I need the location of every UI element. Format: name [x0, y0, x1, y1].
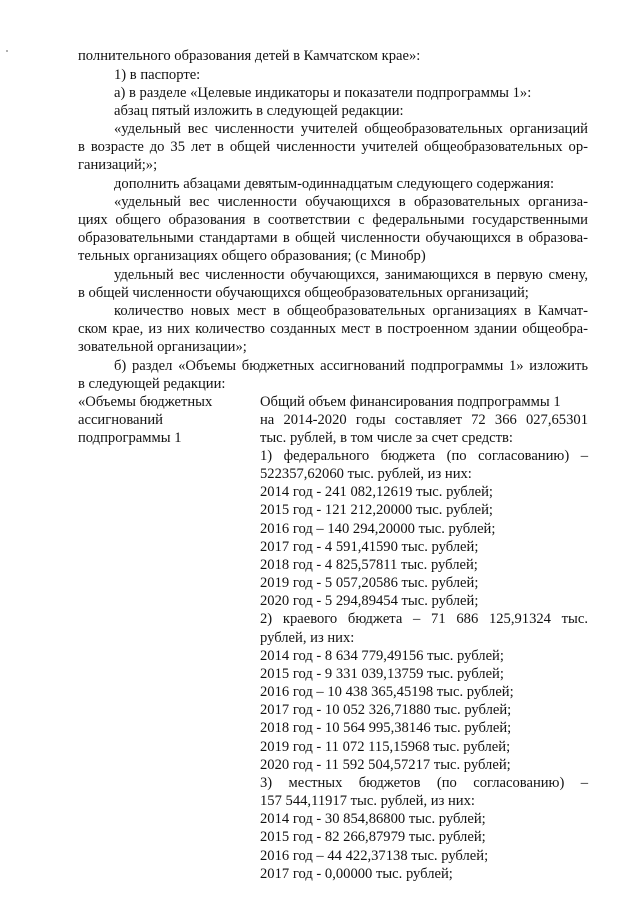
text-line: а) в разделе «Целевые индикаторы и показатели подпрограммы 1»: [114, 85, 532, 101]
table-value-line: 2019 год - 11 072 115,15968 тыс. рублей; [260, 739, 511, 755]
table-value-line: 2019 год - 5 057,20586 тыс. рублей; [260, 575, 479, 591]
text-line: образовательными стандартами в общей численности обучающихся в образова- [78, 230, 588, 246]
table-value-line: 2018 год - 4 825,57811 тыс. рублей; [260, 557, 478, 573]
text-line: циях общего образования в соответствии с федеральными государственными [78, 212, 588, 228]
text-line: полнительного образования детей в Камчатском крае»: [78, 48, 421, 64]
table-value-line: 2016 год – 140 294,20000 тыс. рублей; [260, 521, 496, 537]
text-line: «удельный вес численности обучающихся в образовательных организа- [114, 194, 588, 210]
table-value-line: 522357,62060 тыс. рублей, из них: [260, 466, 472, 482]
text-line: удельный вес численности обучающихся, занимающихся в первую смену, [114, 267, 588, 283]
table-value-line: тыс. рублей, в том числе за счет средств: [260, 430, 513, 446]
table-value-line: 2016 год – 44 422,37138 тыс. рублей; [260, 848, 489, 864]
table-value-line: 2014 год - 8 634 779,49156 тыс. рублей; [260, 648, 504, 664]
table-value-line: Общий объем финансирования подпрограммы 1 [260, 394, 561, 410]
text-line: б) раздел «Объемы бюджетных ассигнований подпрограммы 1» изложить [114, 358, 588, 374]
table-value-line: на 2014-2020 годы составляет 72 366 027,65301 [260, 412, 588, 428]
text-line: дополнить абзацами девятым-одиннадцатым следующего содержания: [114, 176, 554, 192]
table-value-line: 2016 год – 10 438 365,45198 тыс. рублей; [260, 684, 514, 700]
table-value-line: 2015 год - 9 331 039,13759 тыс. рублей; [260, 666, 504, 682]
text-line: 1) в паспорте: [114, 67, 201, 83]
table-value-line: 2014 год - 30 854,86800 тыс. рублей; [260, 811, 486, 827]
table-value-line: 2020 год - 11 592 504,57217 тыс. рублей; [260, 757, 511, 773]
table-value-line: 2020 год - 5 294,89454 тыс. рублей; [260, 593, 479, 609]
table-label-line: подпрограммы 1 [78, 430, 182, 446]
table-value-line: 1) федерального бюджета (по согласованию) – [260, 448, 588, 464]
text-line: абзац пятый изложить в следующей редакции: [114, 103, 404, 119]
table-value-line: 2017 год - 4 591,41590 тыс. рублей; [260, 539, 479, 555]
table-value-line: 2018 год - 10 564 995,38146 тыс. рублей; [260, 720, 512, 736]
table-value-line: 3) местных бюджетов (по согласованию) – [260, 775, 588, 791]
text-line: в возрасте до 35 лет в общей численности учителей общеобразовательных ор- [78, 139, 588, 155]
text-line: в следующей редакции: [78, 376, 226, 392]
text-line: тельных организациях общего образования; (с Минобр) [78, 248, 426, 264]
table-value-line: 157 544,11917 тыс. рублей, из них: [260, 793, 475, 809]
table-value-line: 2017 год - 10 052 326,71880 тыс. рублей; [260, 702, 512, 718]
text-line: количество новых мест в общеобразовательных организациях в Камчат- [114, 303, 588, 319]
table-value-line: 2014 год - 241 082,12619 тыс. рублей; [260, 484, 493, 500]
text-line: зовательной организации»; [78, 339, 247, 355]
table-label-line: ассигнований [78, 412, 163, 428]
text-line: ском крае, из них количество созданных мест в построенном здании общеобра- [78, 321, 588, 337]
text-line: ганизаций;»; [78, 157, 158, 173]
text-line: «удельный вес численности учителей общеобразовательных организаций [114, 121, 588, 137]
text-line: в общей численности обучающихся общеобразовательных организаций; [78, 285, 529, 301]
table-value-line: 2015 год - 121 212,20000 тыс. рублей; [260, 502, 493, 518]
table-label-line: «Объемы бюджетных [78, 394, 213, 410]
table-value-line: рублей, из них: [260, 630, 355, 646]
table-value-line: 2017 год - 0,00000 тыс. рублей; [260, 866, 453, 882]
table-value-line: 2) краевого бюджета – 71 686 125,91324 тыс. [260, 611, 588, 627]
scan-speck [6, 50, 8, 52]
table-value-line: 2015 год - 82 266,87979 тыс. рублей; [260, 829, 486, 845]
